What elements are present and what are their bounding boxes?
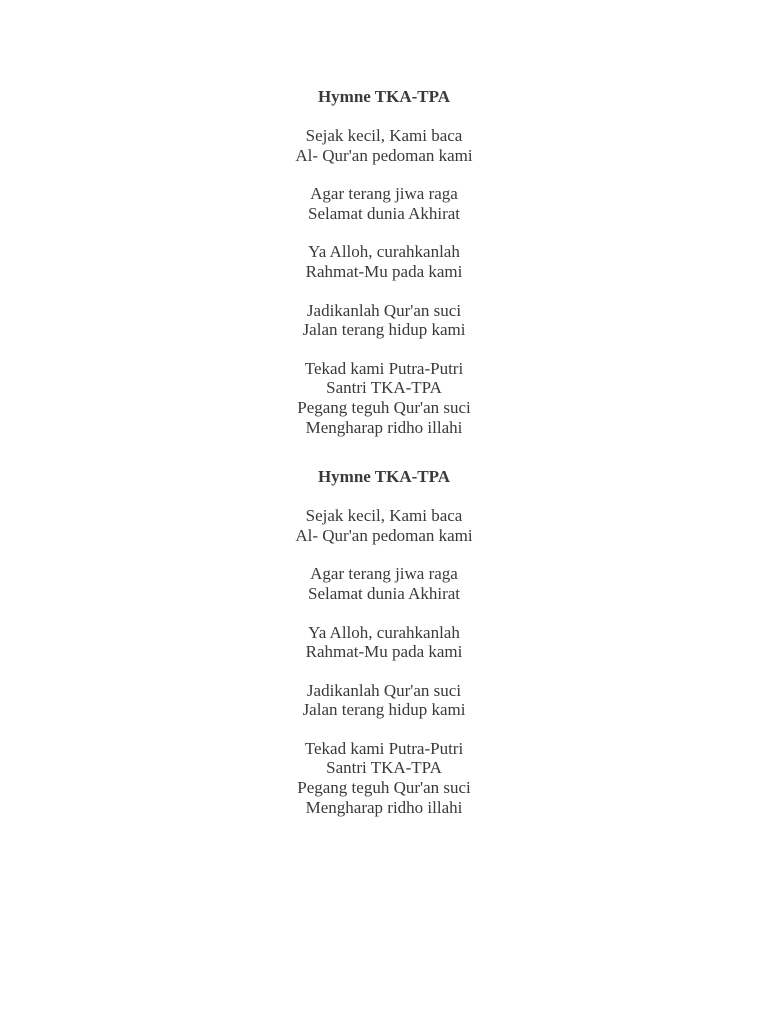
document-page <box>0 87 768 847</box>
stanza-1 <box>0 506 768 545</box>
lyric-line: Santri TKA-TPA <box>326 758 442 778</box>
lyric-line: Ya Alloh, curahkanlah <box>308 622 460 642</box>
stanza-2 <box>0 184 768 223</box>
lyric-line: Rahmat-Mu pada kami <box>305 642 463 662</box>
lyric-line: Jalan terang hidup kami <box>302 320 466 340</box>
hymn-title: Hymne TKA-TPA <box>317 467 451 487</box>
stanza-3 <box>0 623 768 662</box>
lyric-line: Jalan terang hidup kami <box>302 700 466 720</box>
lyric-line: Pegang teguh Qur'an suci <box>297 397 471 417</box>
lyric-line: Selamat dunia Akhirat <box>307 203 461 223</box>
stanza-4 <box>0 301 768 340</box>
lyric-line: Pegang teguh Qur'an suci <box>297 778 471 798</box>
stanza-3 <box>0 242 768 281</box>
lyric-line: Sejak kecil, Kami baca <box>305 126 463 145</box>
lyric-line: Sejak kecil, Kami baca <box>305 506 463 526</box>
lyric-line: Agar terang jiwa raga <box>310 184 458 204</box>
lyric-line: Rahmat-Mu pada kami <box>305 261 463 281</box>
stanza-2 <box>0 564 768 603</box>
stanza-1 <box>0 126 768 165</box>
lyric-line: Tekad kami Putra-Putri <box>304 358 464 378</box>
hymn-2 <box>0 467 768 817</box>
lyric-line: Mengharap ridho illahi <box>305 417 463 437</box>
lyric-line: Agar terang jiwa raga <box>310 564 458 584</box>
hymn-title: Hymne TKA-TPA <box>317 87 451 106</box>
stanza-4 <box>0 681 768 720</box>
lyric-line: Al- Qur'an pedoman kami <box>295 145 473 165</box>
lyric-line: Ya Alloh, curahkanlah <box>308 242 460 262</box>
lyric-line: Santri TKA-TPA <box>326 378 442 398</box>
stanza-5 <box>0 359 768 437</box>
lyric-line: Selamat dunia Akhirat <box>307 583 461 603</box>
lyric-line: Jadikanlah Qur'an suci <box>306 680 462 700</box>
lyric-line: Mengharap ridho illahi <box>305 797 463 817</box>
lyric-line: Al- Qur'an pedoman kami <box>295 525 473 545</box>
stanza-5 <box>0 739 768 817</box>
hymn-1 <box>0 87 768 437</box>
lyric-line: Jadikanlah Qur'an suci <box>306 300 462 320</box>
lyric-line: Tekad kami Putra-Putri <box>304 738 464 758</box>
